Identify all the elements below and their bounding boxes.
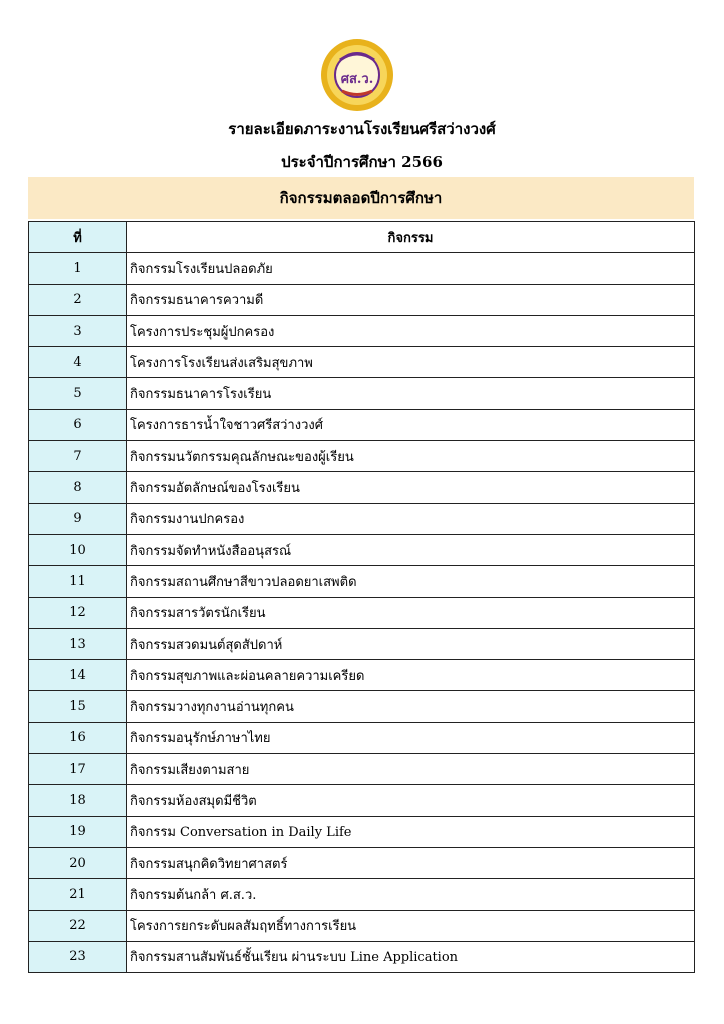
activity-name: กิจกรรมสารวัตรนักเรียน (127, 597, 695, 628)
table-row (29, 754, 695, 785)
row-number: 14 (29, 660, 127, 691)
row-number: 21 (29, 879, 127, 910)
activity-name: กิจกรรมสวดมนต์สุดสัปดาห์ (127, 628, 695, 659)
table-row (29, 472, 695, 503)
row-number: 2 (29, 284, 127, 315)
table-row (29, 347, 695, 378)
row-number: 1 (29, 253, 127, 284)
table-row (29, 722, 695, 753)
table-row (29, 284, 695, 315)
document-subtitle: ประจำปีการศึกษา 2566 (281, 153, 443, 171)
row-number: 5 (29, 378, 127, 409)
activity-name: กิจกรรมอนุรักษ์ภาษาไทย (127, 722, 695, 753)
row-number: 20 (29, 847, 127, 878)
table-row (29, 691, 695, 722)
activity-name: กิจกรรม Conversation in Daily Life (127, 816, 695, 847)
activity-name: โครงการประชุมผู้ปกครอง (127, 315, 695, 346)
row-number: 4 (29, 347, 127, 378)
column-header-activity: กิจกรรม (127, 222, 695, 253)
row-number: 22 (29, 910, 127, 941)
activity-name: กิจกรรมโรงเรียนปลอดภัย (127, 253, 695, 284)
row-number: 6 (29, 409, 127, 440)
table-row (29, 816, 695, 847)
table-row (29, 628, 695, 659)
table-row (29, 660, 695, 691)
activity-name: กิจกรรมสนุกคิดวิทยาศาสตร์ (127, 847, 695, 878)
table-row (29, 597, 695, 628)
activity-name: กิจกรรมจัดทำหนังสืออนุสรณ์ (127, 534, 695, 565)
row-number: 9 (29, 503, 127, 534)
row-number: 3 (29, 315, 127, 346)
table-row (29, 315, 695, 346)
table-row (29, 910, 695, 941)
row-number: 11 (29, 566, 127, 597)
table-row (29, 847, 695, 878)
row-number: 13 (29, 628, 127, 659)
row-number: 15 (29, 691, 127, 722)
table-row (29, 941, 695, 972)
activity-name: โครงการยกระดับผลสัมฤทธิ์ทางการเรียน (127, 910, 695, 941)
row-number: 8 (29, 472, 127, 503)
activity-name: กิจกรรมสถานศึกษาสีขาวปลอดยาเสพติด (127, 566, 695, 597)
activity-name: กิจกรรมธนาคารความดี (127, 284, 695, 315)
activity-name: กิจกรรมธนาคารโรงเรียน (127, 378, 695, 409)
svg-text:ศส.ว.: ศส.ว. (340, 72, 374, 87)
activity-name: กิจกรรมงานปกครอง (127, 503, 695, 534)
table-header-row (29, 222, 695, 253)
activity-name: กิจกรรมเสียงตามสาย (127, 754, 695, 785)
school-logo (320, 38, 394, 112)
row-number: 10 (29, 534, 127, 565)
section-title: กิจกรรมตลอดปีการศึกษา (279, 189, 443, 207)
activities-table (28, 221, 695, 973)
table-row (29, 441, 695, 472)
table-row (29, 253, 695, 284)
activity-name: โครงการธารน้ำใจชาวศรีสว่างวงศ์ (127, 409, 695, 440)
table-row (29, 378, 695, 409)
activity-name: กิจกรรมห้องสมุดมีชีวิต (127, 785, 695, 816)
row-number: 19 (29, 816, 127, 847)
table-row (29, 409, 695, 440)
column-header-number: ที่ (29, 222, 127, 253)
row-number: 17 (29, 754, 127, 785)
row-number: 16 (29, 722, 127, 753)
document-title: รายละเอียดภาระงานโรงเรียนศรีสว่างวงศ์ (228, 120, 496, 138)
row-number: 12 (29, 597, 127, 628)
row-number: 18 (29, 785, 127, 816)
row-number: 23 (29, 941, 127, 972)
row-number: 7 (29, 441, 127, 472)
activity-name: กิจกรรมสุขภาพและผ่อนคลายความเครียด (127, 660, 695, 691)
activity-name: กิจกรรมสานสัมพันธ์ชั้นเรียน ผ่านระบบ Line Application (127, 941, 695, 972)
table-row (29, 879, 695, 910)
activity-name: กิจกรรมนวัตกรรมคุณลักษณะของผู้เรียน (127, 441, 695, 472)
table-row (29, 566, 695, 597)
activity-name: กิจกรรมอัตลักษณ์ของโรงเรียน (127, 472, 695, 503)
table-row (29, 503, 695, 534)
table-row (29, 534, 695, 565)
activity-name: กิจกรรมต้นกล้า ศ.ส.ว. (127, 879, 695, 910)
table-row (29, 785, 695, 816)
section-header (28, 177, 694, 219)
activity-name: โครงการโรงเรียนส่งเสริมสุขภาพ (127, 347, 695, 378)
activity-name: กิจกรรมวางทุกงานอ่านทุกคน (127, 691, 695, 722)
